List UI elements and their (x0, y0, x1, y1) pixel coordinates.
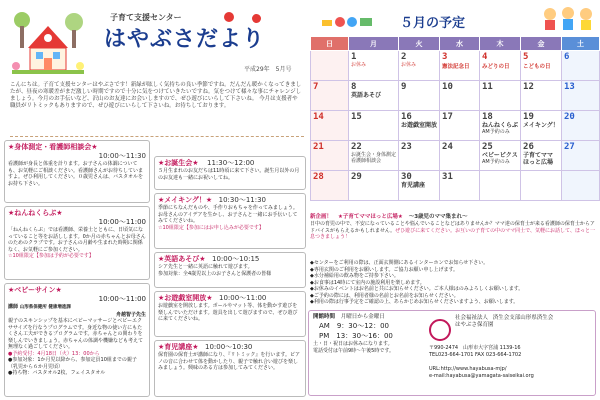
hours-pm: PM 13：30～16：00 (319, 332, 393, 340)
outing-title-text: ★お遊戯室開放★ (158, 294, 213, 302)
intro-text (10, 82, 302, 110)
mekiing-note: ☆10組限定【参加にはお申し込みが必要です】 (158, 224, 264, 231)
childcare-title (158, 343, 302, 352)
calendar-day-cell (311, 51, 349, 81)
calendar-day-cell (349, 51, 399, 81)
new-feature-title: ★子育てママほっと広場★ (337, 214, 403, 220)
tel-fax: TEL023-664-1701 FAX 023-664-1702 (429, 351, 522, 358)
calendar-date-number: 22 (351, 142, 362, 152)
org-line (455, 315, 595, 322)
calendar-day-cell (561, 141, 599, 171)
baby-sign-text: 親子のスキンシップを基本にベビーマッサージとベビーエクササイズを行なうプログラムです。身近な物の使い方にもたくさん工夫ができるプログラムです。赤ちゃんとの関わりを楽しんでいきましょう。赤ちゃんの体調や機嫌なども考えて無理なく過ごしてください。 (8, 318, 144, 350)
org-name-3: はやぶさ保育園 (455, 322, 494, 328)
calendar-day-cell (349, 141, 399, 171)
calendar-event-label: ねんねくらぶ (482, 122, 519, 129)
apple-icon (252, 14, 261, 23)
calendar-day-cell (399, 111, 440, 141)
calendar-date-number: 26 (523, 142, 534, 152)
note-item: ◆お休みのイベントはお名前と共にお知らせください。ご本人様はのみよろしくお願いします。 (310, 286, 524, 292)
calendar-event-label: お休み (351, 62, 367, 68)
outing-title (158, 294, 302, 303)
baby-sign-title: ★ベビーサイン★ (8, 286, 62, 294)
calendar-event-label: こどもの日 (523, 64, 551, 70)
outing-time: 10:00～11:00 (219, 294, 267, 302)
childcare-text: 保育園の保育士が講師になり、『リトミック』を行います。ピアノの音に合わせて体を動かしたり、親子で触れ合い遊びを楽しみましょう。興味のある方は参加してみてください。 (158, 352, 301, 371)
calendar-date-number: 4 (482, 52, 488, 62)
calendar-date-number: 20 (563, 112, 575, 122)
body-measure-time: 10:00～11:30 (98, 152, 146, 160)
note-item: ◆専用玄関のご利用をお願いします。ご協力お願い申し上げます。 (310, 266, 459, 273)
hours-am: AM 9：30～12：00 (319, 322, 390, 330)
birthday-box (154, 156, 306, 190)
calendar-date-number: 21 (313, 142, 324, 152)
calendar-day-header: 火 (399, 37, 440, 51)
calendar-day-header: 日 (311, 37, 349, 51)
calendar-date-number: 13 (563, 82, 575, 92)
birthday-title (158, 159, 302, 168)
english-title (158, 255, 302, 264)
calendar-week-row (311, 171, 600, 201)
outing-box (154, 291, 306, 337)
note-item: ◆ご予約の際には、利用者様の名前とお名前をお知らせください。 (310, 292, 459, 299)
nenne-club-text: 「ねんねくらぶ」では看護師、栄養士とともに、日頃気になっていること等をお話しします。0か月の赤ちゃんとお母さんのためのクラブです。お子さんの月齢や生まれた時期に関係なく、お気軽にご参加ください。 (8, 227, 146, 253)
calendar-day-header: 木 (480, 37, 521, 51)
mekiing-title-text: ★メイキング！★ (158, 196, 213, 204)
header-illustration (8, 8, 88, 82)
calendar-day-cell (311, 81, 349, 111)
new-feature-sub: ～3歳児のママ集まれ～ (408, 214, 468, 220)
calendar-date-number: 11 (482, 82, 493, 92)
calendar-date-number: 5 (523, 52, 529, 62)
calendar-day-cell (349, 111, 399, 141)
outing-text: お遊戯室を開放します。ボールやマット等、体を動かす遊びを楽しんでいただけます。遊具を出して遊びますので、ぜひ遊びに来てくださいね。 (158, 303, 298, 322)
calendar-day-cell (521, 81, 562, 111)
calendar-day-cell (440, 111, 480, 141)
calendar-date-number: 23 (401, 142, 412, 152)
new-feature-label: 新企画！ (310, 214, 333, 220)
baby-sign-lecturer (8, 304, 146, 312)
calendar-event-label: AM予約のみ (482, 129, 510, 135)
calendar-date-number: 8 (351, 82, 357, 92)
calendar-day-cell (440, 81, 480, 111)
contact-block (429, 345, 595, 379)
nenne-club-note: ☆10組限定【参加は予約が必要です】 (8, 253, 94, 259)
calendar-week-row (311, 141, 600, 171)
hours-line (313, 314, 423, 321)
calendar-date-number: 16 (401, 112, 412, 122)
calendar-event-label: ほっと広場 (523, 159, 554, 166)
new-feature-text-2: ぜひ遊びに来てください。お互いの子育ての中のママ同士で、気軽にお話して、ほっと一息つきましょう！ (310, 227, 595, 240)
calendar-day-cell (480, 51, 521, 81)
org-name-1: 社会福祉法人 (455, 315, 489, 321)
calendar-day-cell (349, 171, 399, 201)
hours-block (313, 314, 423, 354)
calendar-day-cell (440, 141, 480, 171)
calendar-event-label: 英語あそび (351, 92, 382, 99)
calendar-date-number: 31 (442, 172, 453, 182)
calendar-date-number: 27 (563, 142, 575, 152)
birthday-time: 11:30～12:00 (207, 159, 255, 167)
nenne-club-time: 10:00～11:00 (98, 218, 146, 226)
english-box (154, 252, 306, 288)
hours-days: 月曜日から金曜日 (340, 314, 385, 320)
calendar-date-number: 6 (563, 52, 570, 62)
org-name-2: 済生会支部山形県済生会 (492, 315, 554, 321)
baby-sign-reservation: ●予約受付：4月18日（火）13：00から (8, 350, 100, 357)
notes-list (310, 260, 596, 306)
email-address[interactable]: e-mail:hayabusa@yamagata-saiseikai.org (429, 372, 534, 379)
calendar-day-cell (521, 111, 562, 141)
calendar-day-cell (440, 171, 480, 201)
baby-sign-bring: ●持ち物：バスタオル2枚、フェイスタオル (8, 370, 106, 376)
calendar-day-cell (521, 171, 562, 201)
calendar-day-header: 月 (349, 37, 399, 51)
calendar-date-number: 29 (351, 172, 362, 182)
calendar-day-cell (561, 171, 599, 201)
closed-note: 土・日・祝日はお休みになります。 (313, 341, 393, 347)
phone-note: 電話受付は午前9時～午後5時です。 (313, 347, 394, 354)
calendar-day-cell (399, 51, 440, 81)
divider (10, 136, 304, 137)
childcare-time: 10:00～10:30 (205, 343, 253, 351)
note-item: ◆お食事は14時にて室内の施設利用を楽しめます。 (310, 279, 425, 286)
calendar-day-header: 水 (440, 37, 480, 51)
mekiing-text: 季節にちなんだものや、手作りおもちゃを作ってみましょう。お母さんのアイデアを生かし、お子さんと一緒にお手伝いしてみてくださいね。 (158, 205, 298, 224)
calendar-date-number: 17 (442, 112, 453, 122)
calendar-date-number: 7 (313, 82, 319, 92)
english-title-text: ★英語あそび★ (158, 255, 206, 263)
baby-sign-capacity: ●参加対象：1か月児以降から、参加定員10組までの親子（乳児から６か月児頃） (8, 357, 137, 370)
calendar-event-label: お遊戯室開放 (401, 122, 438, 129)
lecturer-label: 講師 (8, 304, 19, 310)
address: 〒990-2474 山形市大字宮浦 1139-16 (429, 345, 521, 351)
body-measure-text: 看護師が身長と体重を計ります。お子さんの体調についても、お気軽にご相談ください。看護師さんがお待ちしていますよ。ぜひ利用してください。０歳児さんは、バスタオルをお持ち下さい。 (8, 161, 144, 187)
nenne-club-title: ★ねんねくらぶ★ (8, 209, 63, 217)
calendar-day-cell (480, 171, 521, 201)
calendar-date-number: 3 (442, 52, 448, 62)
calendar-day-cell (480, 141, 521, 171)
body-measure-title: ★身体測定・看護師相談会★ (8, 143, 98, 151)
apple-icon (224, 12, 234, 22)
calendar-date-number: 25 (482, 142, 493, 152)
calendar-day-cell (480, 81, 521, 111)
calendar-day-cell (521, 51, 562, 81)
intro-paragraph: こんにちは。子育て支援センターはやぶさです！新緑が眩しく気持ちの良い季節ですね。だんだん暖かくなってきましたが、昼夜の寒暖差がまだ激しい時期ですので十分に気をつけていきたいですね。気をつけて様々な事にチャレンジしましょう。今月のお手伝いなど、沢山のお友達にお会いしますので、ぜひ遊びにいらして下さいね。 (10, 82, 302, 102)
new-feature-section (310, 214, 596, 244)
calendar-event-label: 看護師相談会 (351, 158, 382, 164)
calendar-date-number: 12 (523, 82, 534, 92)
calendar-event-label: AM予約のみ (482, 159, 510, 165)
calendar-day-cell (561, 81, 599, 111)
note-item: ◆センターをご利用の際は、正面玄関側にあるインターホンでお知らせ下さい。 (310, 260, 489, 266)
calendar-event-label: メイキング！ (523, 122, 559, 129)
calendar-day-cell (399, 171, 440, 201)
calendar-day-cell (349, 81, 399, 111)
calendar-day-header: 土 (561, 37, 599, 51)
childcare-box (154, 340, 306, 397)
calendar-date-number: 28 (313, 172, 324, 182)
calendar-date-number: 30 (401, 172, 412, 182)
website-url[interactable]: URL:http://www.hayabusa-mjp/ (429, 366, 507, 372)
calendar-date-number: 14 (313, 112, 324, 122)
calendar-event-label: ベビーピクス (482, 152, 518, 159)
calendar-day-cell (311, 171, 349, 201)
baby-sign-box (4, 283, 150, 397)
birthday-title-text: ★お誕生会★ (158, 159, 199, 167)
newsletter-title: はやぶさだより (104, 27, 266, 52)
calendar-event-label: 憲法記念日 (442, 64, 470, 70)
footer-box (308, 310, 596, 396)
new-feature-text-1: 日中の育児の中で、不安になっていることや悩んでいることなどはありませんか？ママ達の保育士が来る看護師の保育士からアドバイスがもらえるかもしれません。 (310, 221, 595, 234)
calendar-week-row (311, 81, 600, 111)
calendar-week-row (311, 51, 600, 81)
mekiing-title (158, 196, 302, 205)
center-name: 子育て支援センター (110, 13, 182, 22)
hours-label: 開館時間 (313, 314, 336, 320)
kids-illustration (538, 4, 598, 34)
org-block (455, 315, 595, 329)
calendar-date-number: 15 (351, 112, 362, 122)
calendar-day-cell (399, 141, 440, 171)
lecturer-org: 山形県保健所 健康増進課 (19, 305, 71, 310)
mekiing-time: 10:30～11:30 (218, 196, 266, 204)
english-note: 参加対象：全4歳児以上のお子さんと保護者の皆様 (158, 270, 272, 277)
calendar-event-label: 子育てママ (523, 152, 554, 159)
calendar-header-illustration (318, 6, 378, 32)
body-measure-box (4, 140, 150, 203)
calendar-table (310, 36, 600, 201)
calendar-day-cell (521, 141, 562, 171)
childcare-title-text: ★育児講座★ (158, 343, 199, 351)
calendar-date-number: 9 (401, 82, 407, 92)
calendar-event-label: お誕生会・身体測定 (351, 152, 397, 158)
calendar-date-number: 24 (442, 142, 453, 152)
calendar-day-cell (480, 111, 521, 141)
calendar-date-number: 1 (351, 52, 357, 62)
calendar-date-number: 18 (482, 112, 493, 122)
notes-section (310, 260, 596, 306)
baby-sign-time: 10:00～11:00 (98, 295, 146, 303)
calendar-day-cell (311, 141, 349, 171)
nenne-club-box (4, 206, 150, 280)
calendar-day-header: 金 (521, 37, 562, 51)
lecturer-name: 舟越智子先生 (115, 311, 146, 318)
intro-paragraph-2: 今月は支援者や職員がリトミックもありますので、ぜひ遊びにいらして下さいね。お待ちしております。 (10, 96, 298, 109)
new-feature-heading (310, 214, 596, 221)
note-item: ◆利用の際は行事予定をご確認の上、あらかじめお知らせくださいますよう、お願いします。 (310, 299, 519, 305)
calendar-event-label: みどりの日 (482, 64, 510, 70)
birthday-text: ５月生まれのお友だちは11時頃に来て下さい。誕生月以外の月のお友達も一緒にお祝いしてね。 (158, 168, 300, 181)
mekiing-box (154, 193, 306, 249)
org-logo-icon (429, 319, 451, 341)
calendar-day-cell (561, 51, 599, 81)
calendar-title: ５月の予定 (400, 16, 466, 31)
issue-date: 平成29年 5月号 (244, 66, 292, 73)
calendar-day-cell (311, 111, 349, 141)
english-text: シア先生と一緒に英語に触れて遊びます。 (158, 264, 253, 270)
note-item: ◆水分補給用の飲み物をご持参下さい。 (310, 273, 399, 279)
calendar-event-label: お休み (401, 62, 417, 68)
calendar-day-cell (440, 51, 480, 81)
calendar-date-number: 2 (401, 52, 407, 62)
calendar-date-number: 19 (523, 112, 534, 122)
calendar-event-label: 育児講座 (401, 182, 426, 189)
calendar-day-cell (561, 111, 599, 141)
english-time: 10:00～10:15 (212, 255, 260, 263)
calendar-day-cell (399, 81, 440, 111)
calendar-week-row (311, 111, 600, 141)
calendar-date-number: 10 (442, 82, 453, 92)
new-feature-text (310, 221, 596, 241)
